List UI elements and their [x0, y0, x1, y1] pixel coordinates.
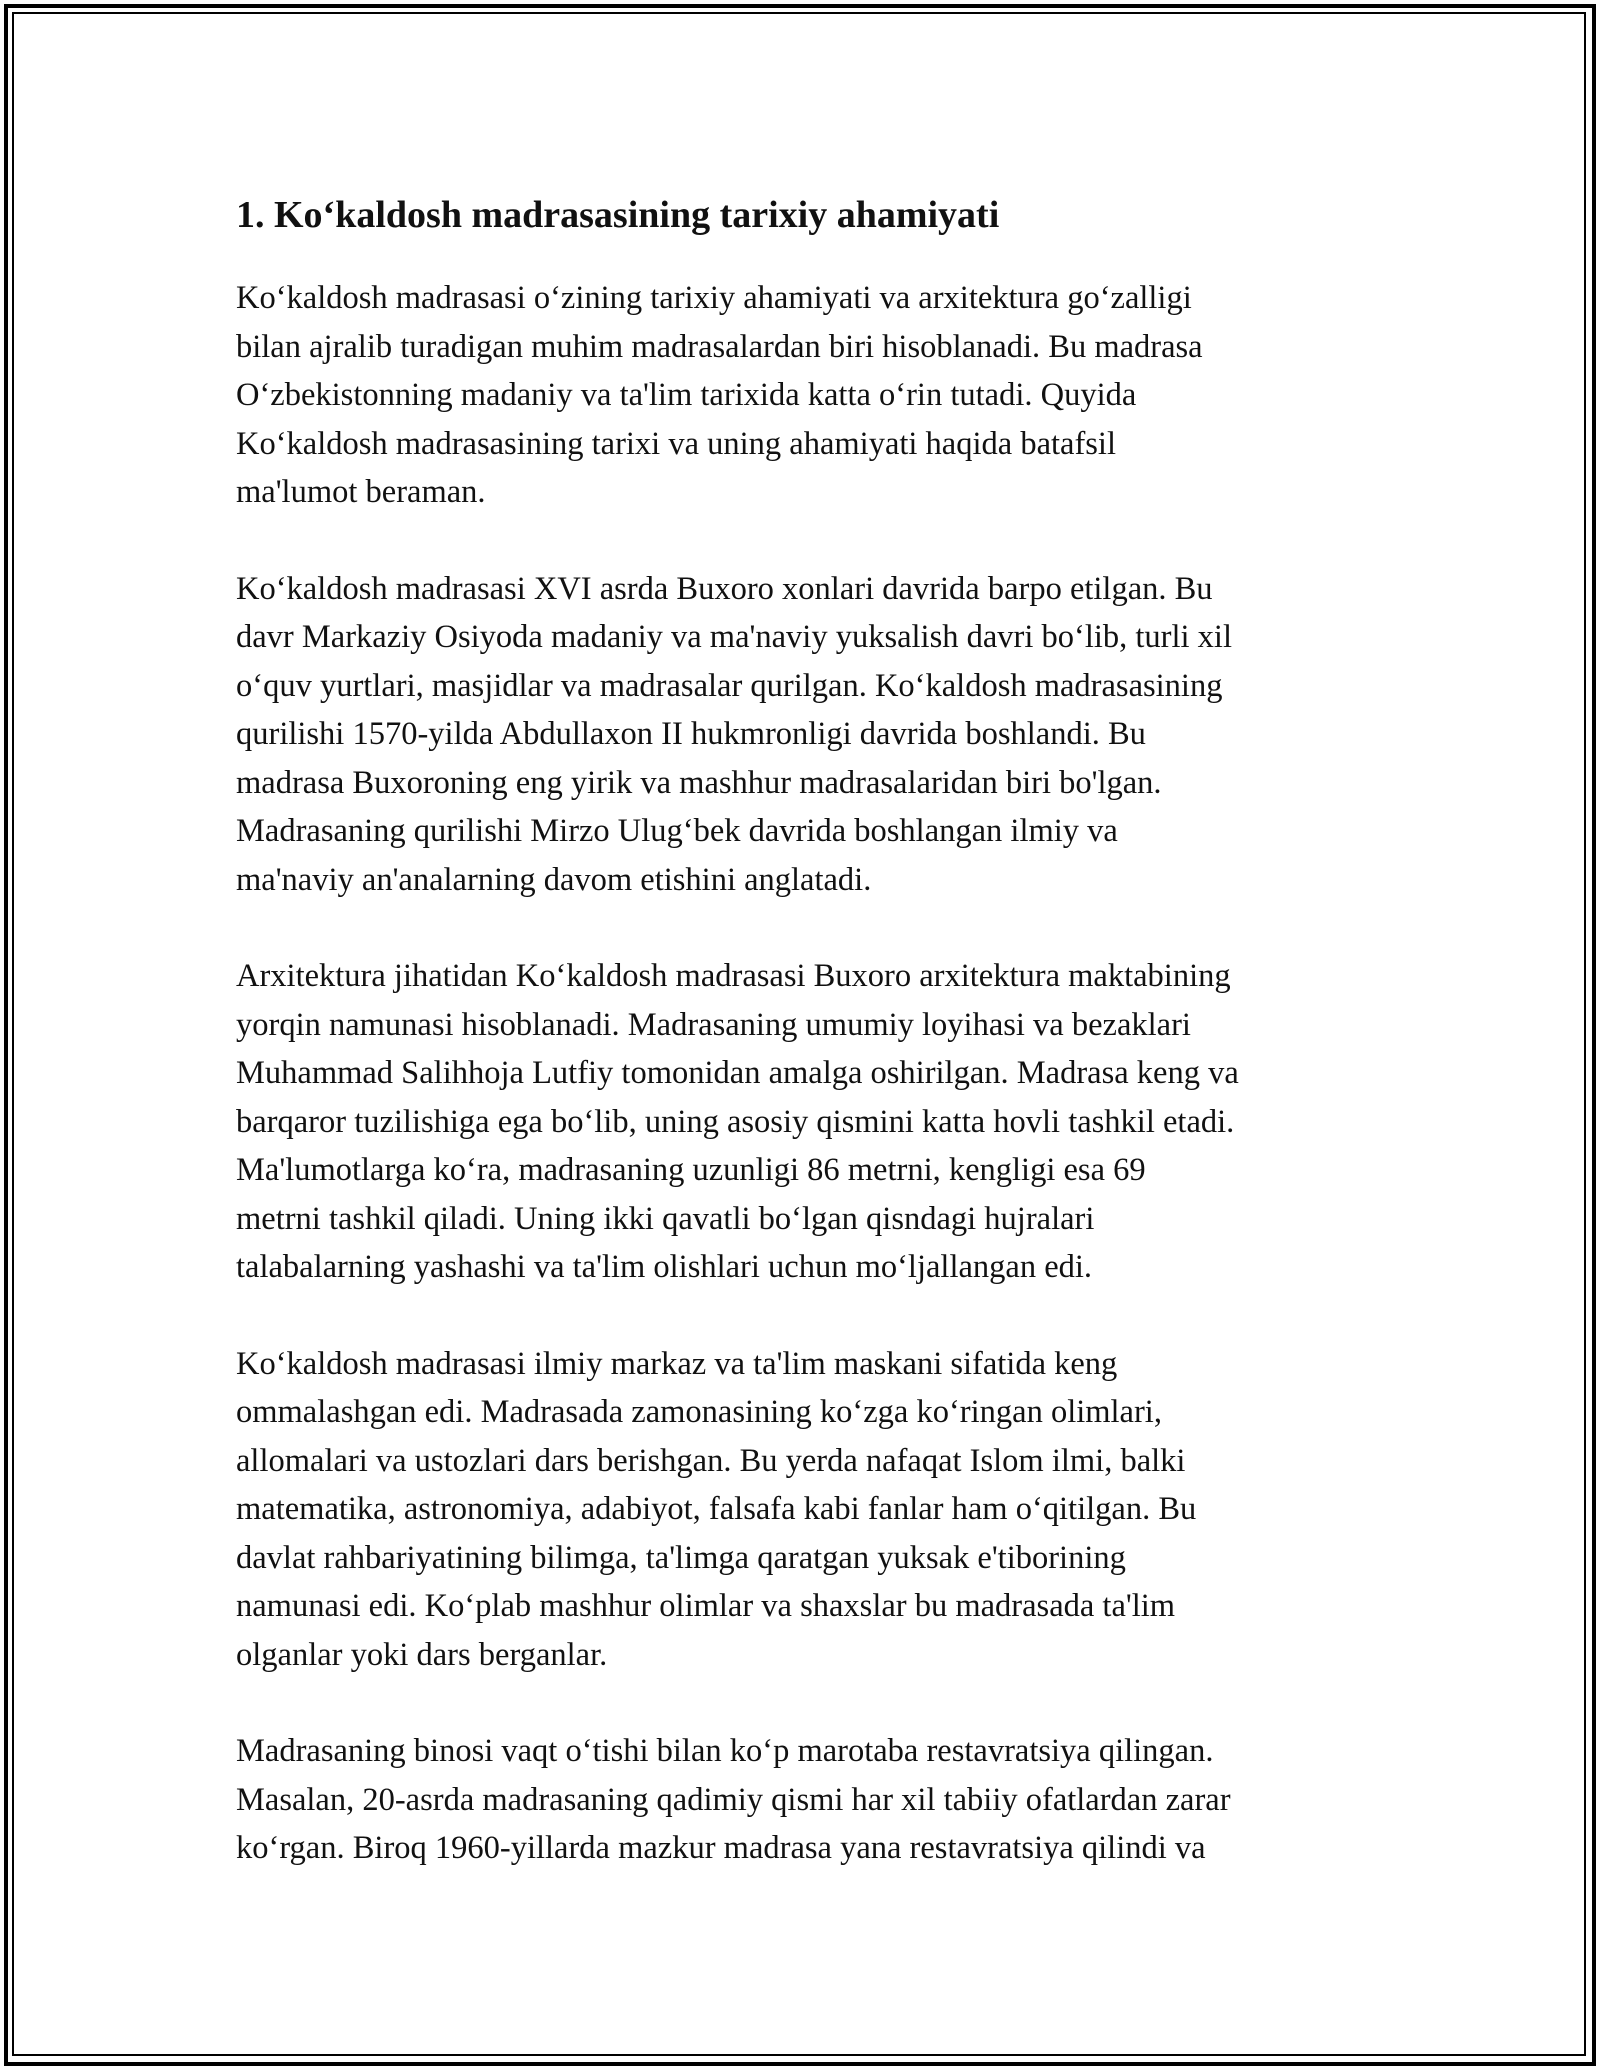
text-line: Madrasaning binosi vaqt o‘tishi bilan ko‘p marotaba restavratsiya qilingan. [236, 1733, 1214, 1769]
text-line: metrni tashkil qiladi. Uning ikki qavatli bo‘lgan qisndagi hujralari [236, 1200, 1095, 1237]
paragraph-intro [236, 274, 1376, 517]
text-line: ommalashgan edi. Madrasada zamonasining ko‘zga ko‘ringan olimlari, [236, 1394, 1162, 1430]
text-line: namunasi edi. Ko‘plab mashhur olimlar va shaxslar bu madrasada ta'lim [236, 1588, 1176, 1624]
text-line: Ma'lumotlarga ko‘ra, madrasaning uzunligi 86 metrni, kengligi esa 69 [236, 1152, 1146, 1188]
paragraph-architecture [236, 952, 1376, 1292]
text-line: Ko‘kaldosh madrasasi o‘zining tarixiy ahamiyati va arxitektura go‘zalligi [236, 280, 1192, 316]
text-line: qurilishi 1570-yilda Abdullaxon II hukmronligi davrida boshlandi. Bu [236, 716, 1146, 752]
paragraph-restoration [236, 1727, 1376, 1873]
text-line: ma'lumot beraman. [236, 474, 486, 510]
document-body [236, 186, 1376, 1921]
text-line: yorqin namunasi hisoblanadi. Madrasaning umumiy loyihasi va bezaklari [236, 1006, 1191, 1043]
text-line: matematika, astronomiya, adabiyot, falsafa kabi fanlar ham o‘qitilgan. Bu [236, 1491, 1197, 1527]
text-line: madrasa Buxoroning eng yirik va mashhur madrasalaridan biri bo'lgan. [236, 764, 1162, 801]
text-line: Ko‘kaldosh madrasasining tarixi va uning ahamiyati haqida batafsil [236, 425, 1116, 462]
text-line: davlat rahbariyatining bilimga, ta'limga qaratgan yuksak e'tiborining [236, 1539, 1126, 1576]
text-line: Ko‘kaldosh madrasasi ilmiy markaz va ta'lim maskani sifatida keng [236, 1345, 1118, 1382]
text-line: O‘zbekistonning madaniy va ta'lim tarixida katta o‘rin tutadi. Quyida [236, 377, 1137, 413]
text-line: Masalan, 20-asrda madrasaning qadimiy qismi har xil tabiiy ofatlardan zarar [236, 1781, 1231, 1818]
text-line: o‘quv yurtlari, masjidlar va madrasalar qurilgan. Ko‘kaldosh madrasasining [236, 667, 1223, 704]
text-line: Arxitektura jihatidan Ko‘kaldosh madrasasi Buxoro arxitektura maktabining [236, 958, 1231, 994]
paragraph-history [236, 565, 1376, 905]
text-line: ko‘rgan. Biroq 1960-yillarda mazkur madrasa yana restavratsiya qilindi va [236, 1830, 1206, 1866]
text-line: olganlar yoki dars berganlar. [236, 1636, 608, 1673]
text-line: Ko‘kaldosh madrasasi XVI asrda Buxoro xonlari davrida barpo etilgan. Bu [236, 570, 1213, 607]
text-line: davr Markaziy Osiyoda madaniy va ma'naviy yuksalish davri bo‘lib, turli xil [236, 619, 1232, 655]
text-line: Madrasaning qurilishi Mirzo Ulug‘bek davrida boshlangan ilmiy va [236, 813, 1118, 849]
text-line: talabalarning yashashi va ta'lim olishlari uchun mo‘ljallangan edi. [236, 1249, 1093, 1285]
text-line: Muhammad Salihhoja Lutfiy tomonidan amalga oshirilgan. Madrasa keng va [236, 1055, 1239, 1091]
section-heading: 1. Ko‘kaldosh madrasasining tarixiy ahamiyati [236, 194, 1000, 236]
paragraph-education [236, 1340, 1376, 1680]
text-line: ma'naviy an'analarning davom etishini anglatadi. [236, 861, 872, 898]
text-line: allomalari va ustozlari dars berishgan. Bu yerda nafaqat Islom ilmi, balki [236, 1442, 1186, 1479]
text-line: bilan ajralib turadigan muhim madrasalardan biri hisoblanadi. Bu madrasa [236, 328, 1203, 365]
text-line: barqaror tuzilishiga ega bo‘lib, uning asosiy qismini katta hovli tashkil etadi. [236, 1103, 1235, 1140]
